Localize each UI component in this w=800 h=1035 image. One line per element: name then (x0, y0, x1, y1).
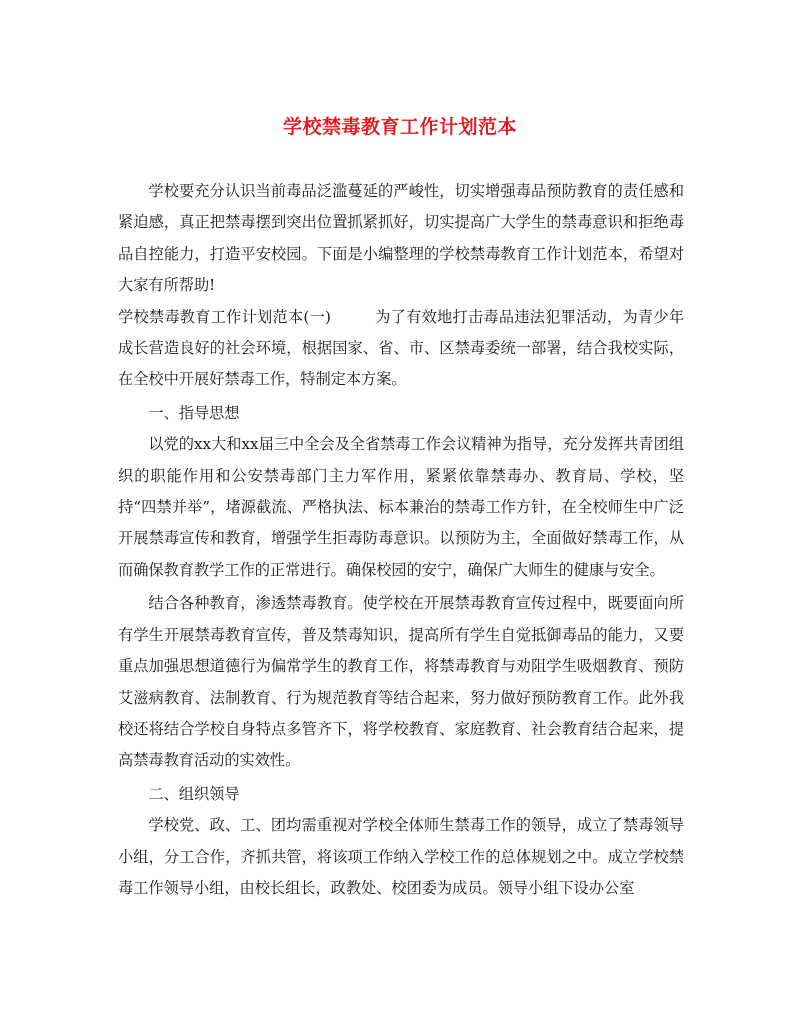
section-opening-text: 为了有效地打击毒品违法犯罪活动，为青少年成长营造良好的社会环境，根据国家、省、市、区禁毒委统一部署，结合我校实际，在全校中开展好禁毒工作，特制定本方案。 (118, 307, 685, 389)
section-opening-paragraph (118, 302, 684, 396)
paragraph-guiding-ideology: 以党的xx大和xx届三中全会及全省禁毒工作会议精神为指导，充分发挥共青团组织的职能作用和公安禁毒部门主力军作用，紧紧依靠禁毒办、教育局、学校，坚持“四禁并举”，堵源截流、严格执法、标本兼治的禁毒工作方针，在全校师生中广泛开展禁毒宣传和教育，增强学生拒毒防毒意识。以预防为主，全面做好禁毒工作，从而确保教育教学工作的正常进行。确保校园的安宁，确保广大师生的健康与安全。 (118, 435, 684, 579)
heading-guiding-ideology: 一、指导思想 (148, 403, 240, 422)
document-body (118, 176, 684, 904)
document-title: 学校禁毒教育工作计划范本 (282, 116, 517, 138)
heading-organization-leadership: 二、组织领导 (148, 784, 240, 803)
intro-paragraph: 学校要充分认识当前毒品泛滥蔓延的严峻性，切实增强毒品预防教育的责任感和紧迫感，真正把禁毒摆到突出位置抓紧抓好，切实提高广大学生的禁毒意识和拒绝毒品自控能力，打造平安校园。下面是小编整理的学校禁毒教育工作计划范本，希望对大家有所帮助! (118, 182, 684, 295)
section-heading: 学校禁毒教育工作计划范本(一) (118, 307, 331, 326)
paragraph-organization-leadership: 学校党、政、工、团均需重视对学校全体师生禁毒工作的领导，成立了禁毒领导小组，分工合作，齐抓共管，将该项工作纳入学校工作的总体规划之中。成立学校禁毒工作领导小组，由校长组长，政教处、校团委为成员。领导小组下设办公室 (118, 816, 684, 897)
paragraph-combined-education: 结合各种教育，渗透禁毒教育。使学校在开展禁毒教育宣传过程中，既要面向所有学生开展禁毒教育宣传，普及禁毒知识，提高所有学生自觉抵御毒品的能力，又要重点加强思想道德行为偏常学生的教育工作，将禁毒教育与劝阻学生吸烟教育、预防艾滋病教育、法制教育、行为规范教育等结合起来，努力做好预防教育工作。此外我校还将结合学校自身特点多管齐下，将学校教育、家庭教育、社会教育结合起来，提高禁毒教育活动的实效性。 (118, 594, 684, 770)
